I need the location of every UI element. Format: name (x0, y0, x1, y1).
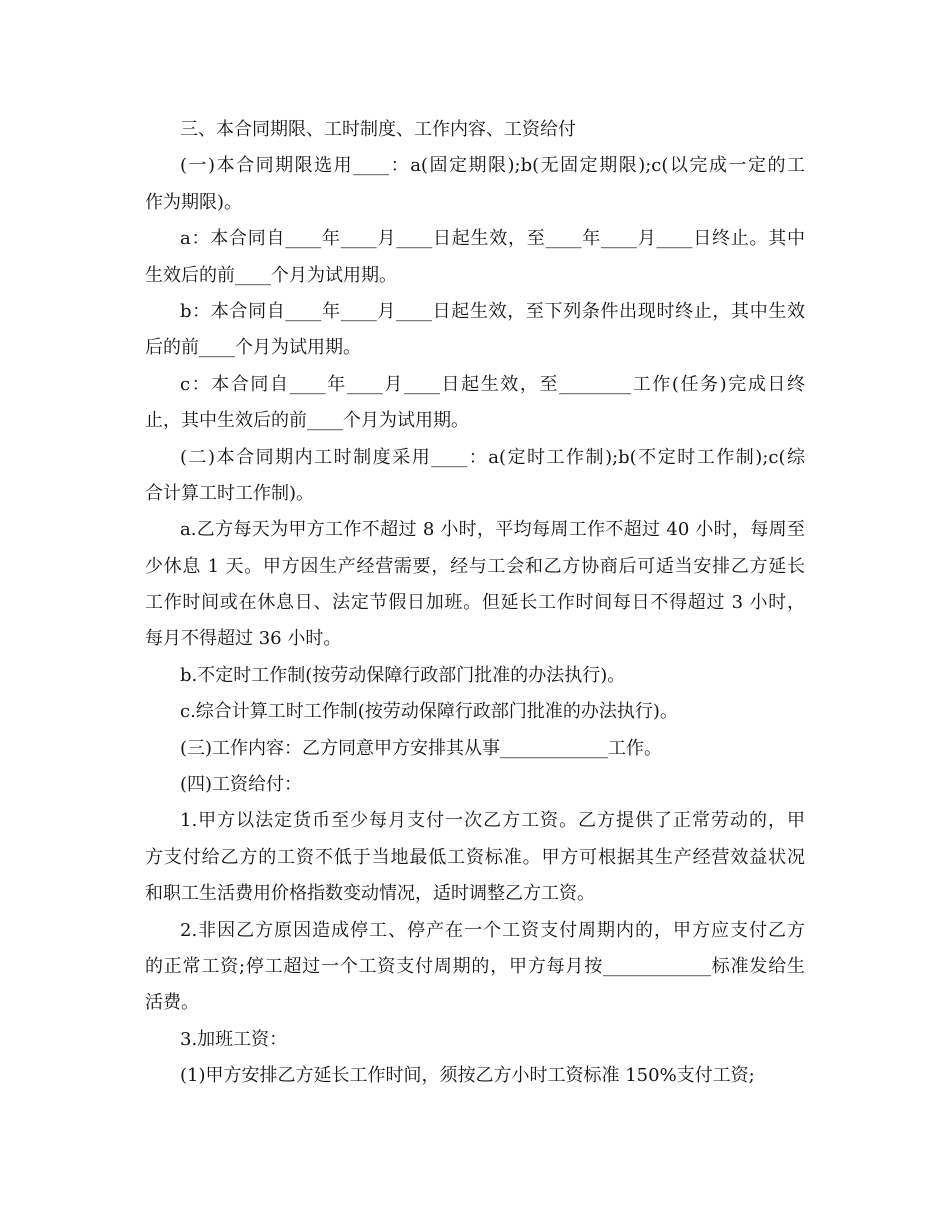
paragraph-line: 每月不得超过 36 小时。 (145, 628, 342, 650)
paragraph-line: (三)工作内容：乙方同意甲方安排其从事____________工作。 (180, 737, 663, 759)
clause-wage-payment-heading (145, 767, 805, 803)
clause-working-hours-system (145, 440, 805, 513)
paragraph-line: 三、本合同期限、工时制度、工作内容、工资给付 (180, 119, 576, 140)
paragraph-line: 和职工生活费用价格指数变动情况，适时调整乙方工资。 (145, 883, 595, 905)
paragraph-line: 工作时间或在休息日、法定节假日加班。但延长工作时间每日不得超过 3 小时， (145, 592, 805, 614)
clause-job-content (145, 731, 805, 767)
section-heading (145, 112, 805, 148)
paragraph-line: 后的前____个月为试用期。 (145, 337, 361, 359)
paragraph-line: c：本合同自____年____月____日起生效，至________工作(任务)完成日终 (180, 373, 805, 395)
clause-contract-term-type (145, 148, 805, 221)
paragraph-line: 的正常工资;停工超过一个工资支付周期的，甲方每月按____________标准发给生 (145, 955, 805, 977)
paragraph-line: 少休息 1 天。甲方因生产经营需要，经与工会和乙方协商后可适当安排乙方延长 (145, 555, 805, 577)
paragraph-line: (二)本合同期内工时制度采用____：a(定时工作制);b(不定时工作制);c(综 (180, 446, 805, 468)
paragraph-line: (1)甲方安排乙方延长工作时间，须按乙方小时工资标准 150%支付工资; (180, 1065, 755, 1087)
clause-option-c-task-term (145, 367, 805, 440)
paragraph-line: b.不定时工作制(按劳动保障行政部门批准的办法执行)。 (180, 664, 626, 686)
paragraph-line: (一)本合同期限选用____：a(固定期限);b(无固定期限);c(以完成一定的工 (180, 155, 805, 177)
paragraph-line: a：本合同自____年____月____日起生效，至____年____月____日终止。其中 (180, 228, 805, 250)
clause-flexible-hours (145, 658, 805, 694)
paragraph-line: 合计算工时工作制)。 (145, 482, 315, 504)
paragraph-line: 1.甲方以法定货币至少每月支付一次乙方工资。乙方提供了正常劳动的，甲 (180, 810, 805, 832)
paragraph-line: (四)工资给付： (180, 774, 303, 796)
clause-overtime-item-1 (145, 1058, 805, 1094)
paragraph-line: 方支付给乙方的工资不低于当地最低工资标准。甲方可根据其生产经营效益状况 (145, 846, 805, 868)
paragraph-line: 3.加班工资： (180, 1028, 288, 1050)
clause-overtime-heading (145, 1022, 805, 1058)
paragraph-line: 止，其中生效后的前____个月为试用期。 (145, 410, 469, 432)
clause-option-b-open-term (145, 294, 805, 367)
clause-option-a-fixed-term (145, 221, 805, 294)
clause-standard-hours (145, 512, 805, 658)
paragraph-line: 2.非因乙方原因造成停工、停产在一个工资支付周期内的，甲方应支付乙方 (180, 919, 805, 941)
paragraph-line: a.乙方每天为甲方工作不超过 8 小时，平均每周工作不超过 40 小时，每周至 (180, 519, 805, 541)
clause-wage-item-1 (145, 803, 805, 912)
clause-wage-item-2 (145, 913, 805, 1022)
paragraph-line: 作为期限)。 (145, 191, 243, 213)
paragraph-line: b：本合同自____年____月____日起生效，至下列条件出现时终止，其中生效 (180, 300, 805, 322)
paragraph-line: 活费。 (145, 992, 199, 1014)
paragraph-line: c.综合计算工时工作制(按劳动保障行政部门批准的办法执行)。 (180, 701, 678, 723)
paragraph-line: 生效后的前____个月为试用期。 (145, 264, 397, 286)
document-body (145, 112, 805, 1095)
clause-comprehensive-hours (145, 694, 805, 730)
